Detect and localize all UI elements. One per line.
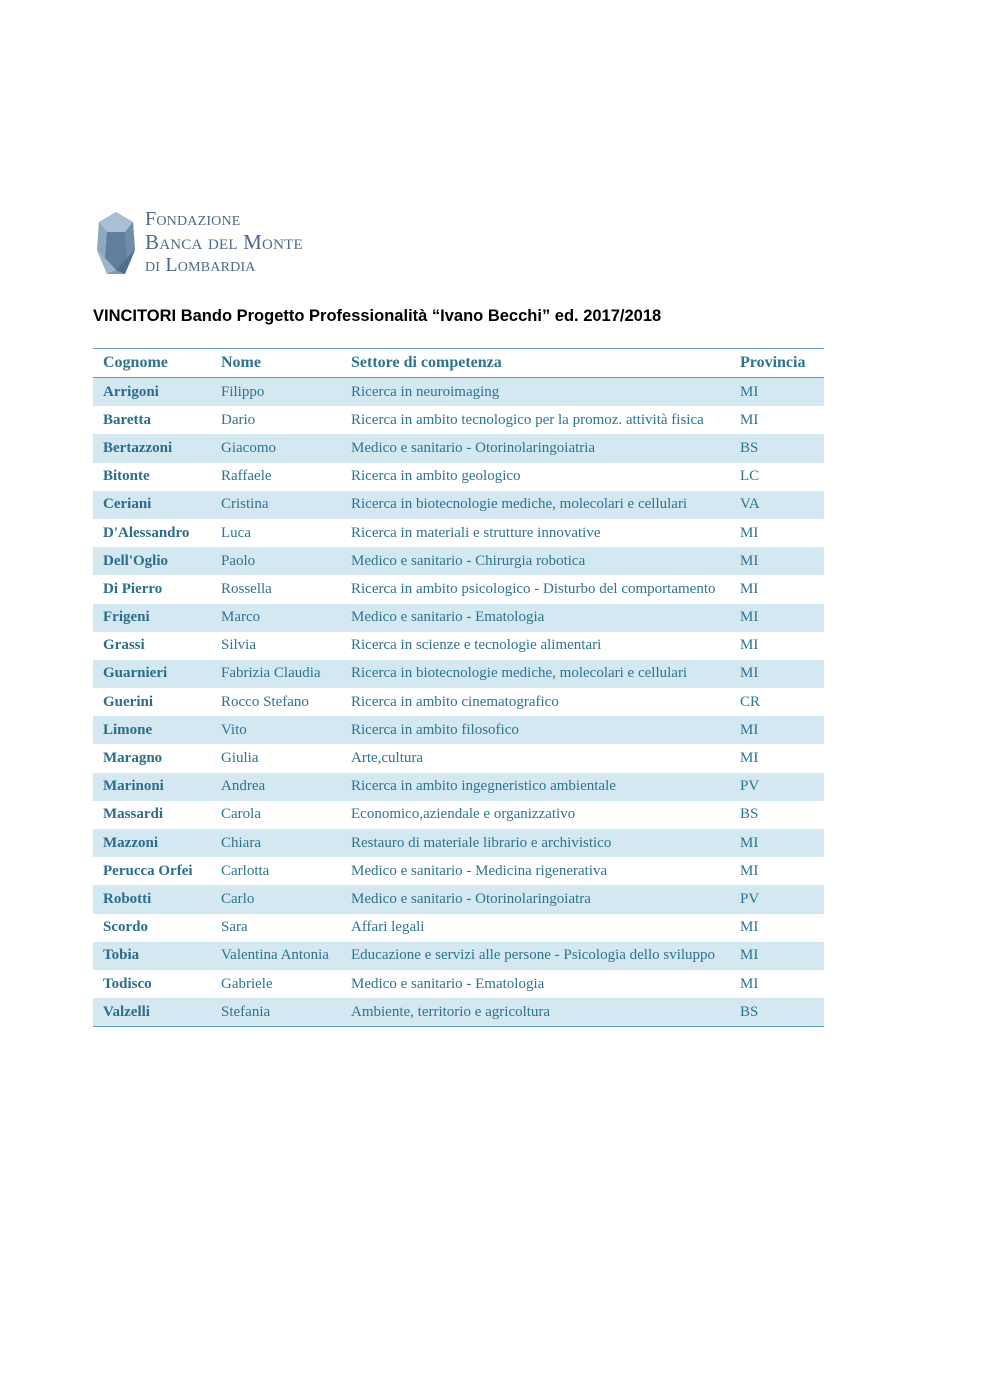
cell-nome: Rocco Stefano (221, 693, 309, 710)
winners-table (93, 348, 824, 1027)
cell-provincia: VA (730, 491, 824, 519)
cell-nome: Silvia (221, 637, 257, 654)
cell-settore: Economico,aziendale e organizzativo (351, 806, 576, 823)
cell-cognome: Maragno (103, 750, 163, 767)
cell-cognome: Marinoni (93, 773, 211, 801)
logo-line-3: di Lombardia (145, 254, 256, 276)
cell-settore: Medico e sanitario - Otorinolaringoiatra (341, 885, 730, 913)
cell-nome: Valentina Antonia (211, 942, 341, 970)
cell-provincia: MI (730, 829, 824, 857)
cell-provincia: MI (730, 716, 824, 744)
foundation-logo (95, 208, 355, 284)
gem-logo-icon (95, 210, 137, 280)
table-row (93, 406, 824, 434)
cell-cognome: Guarnieri (93, 660, 211, 688)
cell-settore: Affari legali (351, 919, 425, 936)
table-row (93, 604, 824, 632)
cell-cognome: Grassi (103, 637, 145, 654)
cell-provincia: MI (740, 580, 759, 597)
cell-provincia: MI (740, 862, 759, 879)
table-row (93, 942, 824, 970)
cell-provincia: MI (730, 660, 824, 688)
cell-provincia: MI (730, 942, 824, 970)
cell-cognome: Tobia (93, 942, 211, 970)
cell-provincia: BS (730, 434, 824, 462)
cell-settore: Ricerca in ambito ingegneristico ambientale (341, 773, 730, 801)
cell-nome: Dario (221, 411, 256, 428)
cell-nome: Chiara (211, 829, 341, 857)
cell-provincia: PV (730, 885, 824, 913)
cell-provincia: MI (740, 524, 759, 541)
cell-provincia: LC (740, 468, 760, 485)
cell-provincia: MI (730, 604, 824, 632)
cell-settore: Ricerca in materiali e strutture innovative (351, 524, 601, 541)
cell-cognome: Todisco (103, 975, 152, 992)
cell-settore: Restauro di materiale librario e archivistico (341, 829, 730, 857)
cell-provincia: MI (740, 637, 759, 654)
cell-nome: Giulia (221, 750, 259, 767)
table-row (93, 970, 824, 998)
cell-cognome: Dell'Oglio (93, 547, 211, 575)
cell-settore: Medico e sanitario - Medicina rigenerativa (351, 862, 608, 879)
cell-cognome: Scordo (103, 919, 148, 936)
table-row (93, 801, 824, 829)
cell-settore: Medico e sanitario - Ematologia (341, 604, 730, 632)
cell-nome: Stefania (211, 998, 341, 1027)
table-row (93, 434, 824, 462)
cell-cognome: Frigeni (93, 604, 211, 632)
cell-cognome: Arrigoni (93, 378, 211, 407)
cell-nome: Carlo (211, 885, 341, 913)
header-settore: Settore di competenza (341, 349, 730, 378)
cell-cognome: Perucca Orfei (103, 862, 193, 879)
cell-provincia: BS (730, 998, 824, 1027)
cell-settore: Ricerca in biotecnologie mediche, molecolari e cellulari (341, 491, 730, 519)
cell-settore: Medico e sanitario - Otorinolaringoiatria (341, 434, 730, 462)
table-row (93, 378, 824, 407)
cell-provincia: MI (730, 378, 824, 407)
table-row (93, 744, 824, 772)
cell-nome: Filippo (211, 378, 341, 407)
cell-nome: Sara (221, 919, 248, 936)
table-row (93, 914, 824, 942)
logo-line-2: Banca del Monte (145, 230, 303, 254)
table-row (93, 575, 824, 603)
cell-nome: Cristina (211, 491, 341, 519)
cell-nome: Andrea (211, 773, 341, 801)
table-row (93, 547, 824, 575)
cell-settore: Ricerca in ambito cinematografico (351, 693, 559, 710)
cell-cognome: Limone (93, 716, 211, 744)
cell-cognome: Mazzoni (93, 829, 211, 857)
cell-settore: Ricerca in ambito geologico (351, 468, 521, 485)
table-row (93, 857, 824, 885)
header-provincia: Provincia (730, 349, 824, 378)
table-row (93, 829, 824, 857)
cell-provincia: MI (740, 975, 759, 992)
cell-provincia: MI (740, 919, 759, 936)
cell-nome: Rossella (221, 580, 272, 597)
header-cognome: Cognome (93, 349, 211, 378)
cell-nome: Carola (221, 806, 261, 823)
cell-nome: Gabriele (221, 975, 273, 992)
table-row (93, 632, 824, 660)
cell-nome: Vito (211, 716, 341, 744)
cell-settore: Ricerca in biotecnologie mediche, molecolari e cellulari (341, 660, 730, 688)
cell-nome: Marco (211, 604, 341, 632)
cell-cognome: Robotti (93, 885, 211, 913)
table-body (93, 378, 824, 1027)
cell-nome: Fabrizia Claudia (211, 660, 341, 688)
cell-settore: Ricerca in neuroimaging (341, 378, 730, 407)
cell-cognome: Valzelli (93, 998, 211, 1027)
cell-cognome: Bertazzoni (93, 434, 211, 462)
cell-settore: Arte,cultura (351, 750, 424, 767)
cell-nome: Raffaele (221, 468, 272, 485)
table-row (93, 491, 824, 519)
table-row (93, 660, 824, 688)
table-row (93, 688, 824, 716)
cell-settore: Medico e sanitario - Ematologia (351, 975, 545, 992)
cell-cognome: Di Pierro (103, 580, 163, 597)
cell-cognome: Baretta (103, 411, 152, 428)
table-row (93, 519, 824, 547)
cell-provincia: CR (740, 693, 761, 710)
cell-provincia: MI (740, 411, 759, 428)
cell-cognome: Massardi (103, 806, 163, 823)
cell-settore: Ricerca in scienze e tecnologie alimentari (351, 637, 602, 654)
cell-cognome: Bitonte (103, 468, 150, 485)
logo-line-1: Fondazione (145, 208, 241, 230)
cell-provincia: MI (740, 750, 759, 767)
table-row (93, 716, 824, 744)
cell-settore: Medico e sanitario - Chirurgia robotica (341, 547, 730, 575)
logo-wordmark (145, 208, 303, 277)
table-row (93, 773, 824, 801)
table-row (93, 463, 824, 491)
table-header-row (93, 349, 824, 378)
cell-provincia: PV (730, 773, 824, 801)
cell-settore: Ambiente, territorio e agricoltura (341, 998, 730, 1027)
document-title: VINCITORI Bando Progetto Professionalità “Ivano Becchi” ed. 2017/2018 (93, 307, 662, 325)
cell-settore: Educazione e servizi alle persone - Psicologia dello sviluppo (341, 942, 730, 970)
cell-cognome: D'Alessandro (103, 524, 190, 541)
cell-provincia: BS (740, 806, 759, 823)
cell-cognome: Ceriani (93, 491, 211, 519)
table-row (93, 885, 824, 913)
cell-nome: Giacomo (211, 434, 341, 462)
cell-cognome: Guerini (103, 693, 154, 710)
table-row (93, 998, 824, 1027)
cell-settore: Ricerca in ambito tecnologico per la promoz. attività fisica (351, 411, 704, 428)
cell-nome: Luca (221, 524, 251, 541)
cell-provincia: MI (730, 547, 824, 575)
cell-settore: Ricerca in ambito filosofico (341, 716, 730, 744)
cell-settore: Ricerca in ambito psicologico - Disturbo del comportamento (351, 580, 716, 597)
header-nome: Nome (211, 349, 341, 378)
cell-nome: Carlotta (221, 862, 270, 879)
cell-nome: Paolo (211, 547, 341, 575)
